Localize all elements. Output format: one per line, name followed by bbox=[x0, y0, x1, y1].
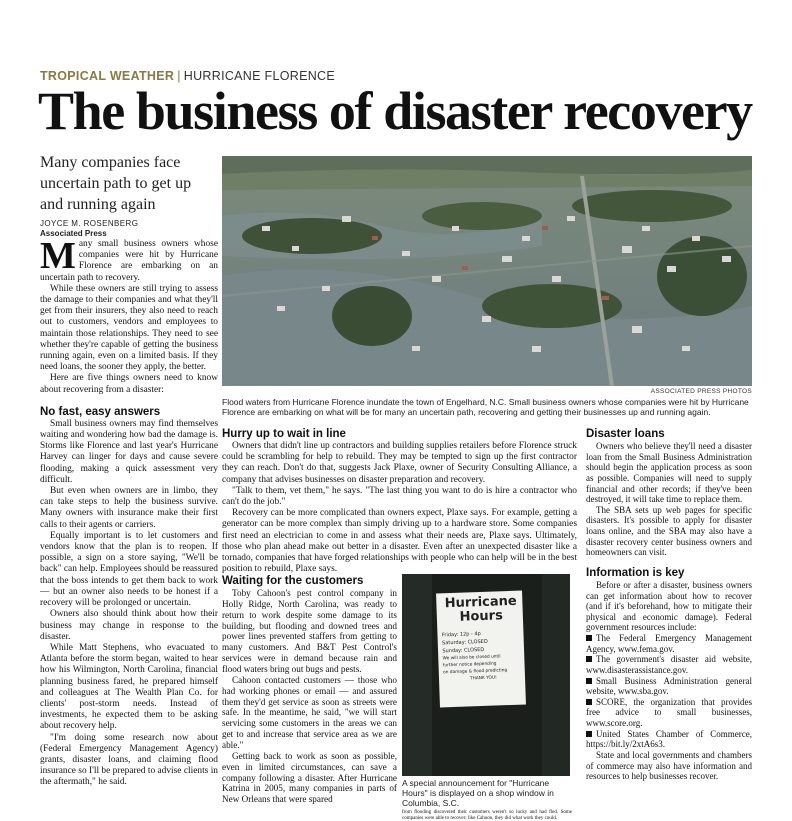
subhead-disaster-loans: Disaster loans bbox=[586, 428, 665, 440]
photo-credit: ASSOCIATED PRESS PHOTOS bbox=[650, 388, 752, 395]
paragraph: Cahoon contacted customers — those who had working phones or email — and assured them they'd get service as soon as streets were safe. In the meantime, he said, "we will start servicing some customers in the areas we can get to and increase that service area as we are able." bbox=[222, 674, 397, 751]
article-column-2 bbox=[222, 427, 577, 575]
paragraph: Here are five things owners need to know about recovering from a disaster: bbox=[40, 373, 218, 395]
sign-line: We will also be closed until bbox=[442, 654, 501, 662]
subhead-information-key: Information is key bbox=[586, 566, 685, 579]
paragraph: Getting back to work as soon as possible, even in limited circumstances, can save a company following a disaster. After Hurricane Katrina in 2005, many companies in parts of New Orleans that were spared bbox=[222, 750, 397, 805]
bullet-square-icon bbox=[586, 699, 592, 705]
subhead-hurry-up: Hurry up to wait in line bbox=[222, 428, 346, 440]
sign-photo-caption: A special announcement for "Hurricane Hours" is displayed on a shop window in Columbia, S.C. bbox=[402, 778, 554, 808]
paragraph: While Matt Stephens, who evacuated to Atlanta before the storm began, waited to hear how his Wilmington, North Carolina, financial planning business fared, he prepared himself and colleagues at The Wealth Plan Co. for clients' post-storm needs. Instead of investments, he expected them to be asking about recovery help. bbox=[40, 642, 218, 732]
paragraph: Equally important is to let customers and vendors know that the plan is to reopen. If possible, a sign on a store saying, "We'll be back" can help. Employees should be reassured that the boss intends to get them back to work — but an owner also needs to be honest if a recovery will be prolonged or uncertain. bbox=[40, 530, 218, 609]
main-photo-caption: Flood waters from Hurricane Florence inundate the town of Engelhard, N.C. Small business owners whose companies were hit by Hurricane Florence are embarking on what will be for many an uncertain path, recovering and getting their businesses up and running again. bbox=[222, 397, 749, 417]
lead-paragraph: Many small business owners whose companies were hit by Hurricane Florence are embarking on an uncertain path to recovery. bbox=[40, 235, 218, 283]
paragraph: Owners also should think about how their business may change in response to the disaster. bbox=[40, 609, 218, 642]
deck-subheadline: Many companies face uncertain path to get up and running again bbox=[40, 154, 192, 213]
drop-cap: M bbox=[40, 235, 76, 277]
sign-line: THANK YOU! bbox=[469, 675, 497, 682]
sign-title-1: Hurricane bbox=[444, 593, 517, 612]
resource-item: United States Chamber of Commerce, https://bit.ly/2xtA6s3. bbox=[586, 728, 752, 750]
aerial-flood-photo-icon bbox=[222, 156, 752, 386]
bullet-square-icon bbox=[586, 731, 592, 737]
paragraph: State and local governments and chambers of commerce may also have information and resources to help businesses recover. bbox=[586, 749, 752, 782]
article-column-4-continued: from flooding discovered their customers weren't so lucky and had fled. Some companies were able to recover; like Cahoon, they did what work they could. bbox=[402, 810, 572, 821]
hurricane-hours-photo bbox=[402, 574, 570, 776]
paragraph: "Talk to them, vet them," he says. "The last thing you want to do is hire a contractor who can't do the job." bbox=[222, 485, 577, 508]
paragraph: Owners who believe they'll need a disaster loan from the Small Business Administration should begin the application process as soon as possible. Companies will need to supply financial and other records; if they've been destroyed, it will take time to replace them. bbox=[586, 441, 752, 505]
sign-title-2: Hours bbox=[459, 608, 504, 625]
bullet-square-icon bbox=[586, 635, 592, 641]
kicker-section: TROPICAL WEATHER bbox=[40, 69, 175, 83]
subhead-no-fast-answers: No fast, easy answers bbox=[40, 405, 161, 418]
sign-line: on damage & flood predicting bbox=[443, 668, 508, 676]
sign-line: Saturday: CLOSED bbox=[442, 638, 488, 647]
article-column-3 bbox=[222, 574, 397, 805]
paragraph: The SBA sets up web pages for specific disasters. It's possible to apply for disaster loans online, and the SBA may also have a disaster recovery center business owners and homeowners can visit. bbox=[586, 504, 752, 558]
byline-org: Associated Press bbox=[40, 229, 107, 238]
article-column-1 bbox=[40, 235, 218, 789]
aerial-flood-photo bbox=[222, 156, 752, 386]
bullet-square-icon bbox=[586, 678, 592, 684]
headline: The business of disaster recovery bbox=[38, 81, 752, 141]
paragraph: Before or after a disaster, business owners can get information about how to recover (and if it's beforehand, how to mitigate their physical and economic damage). Federal government resources include: bbox=[586, 579, 752, 633]
article-column-5 bbox=[586, 427, 752, 782]
subhead-waiting-customers: Waiting for the customers bbox=[222, 575, 364, 587]
kicker-separator: | bbox=[177, 69, 181, 83]
sign-text bbox=[441, 595, 524, 684]
sign-line: further notice depending bbox=[442, 661, 497, 669]
paragraph: But even when owners are in limbo, they can take steps to help the business survive. Many owners with insurance make their first calls to their agents or carriers. bbox=[40, 486, 218, 530]
paragraph: Small business owners may find themselves waiting and wondering how bad the damage is. Storms like Florence and last year's Hurricane Harvey can linger for days and cause severe flooding, making a quick assessment very difficult. bbox=[40, 418, 218, 485]
bullet-square-icon bbox=[586, 656, 592, 662]
resource-item: The government's disaster aid website, www.disasterassistance.gov. bbox=[586, 654, 752, 675]
resource-item: SCORE, the organization that provides free advice to small businesses, www.score.org. bbox=[586, 696, 752, 728]
sign-line: Friday: 12p - 4p bbox=[441, 631, 481, 639]
sign-line: Sunday: CLOSED bbox=[442, 646, 485, 655]
paragraph: Owners that didn't line up contractors and building supplies retailers before Florence struck could be scrambling for help to rebuild. They may be tempted to sign up the first contractor they can reach. Don't do that, suggests Jack Plaxe, owner of Security Consulting Alliance, a company that advises businesses on disaster preparation and recovery. bbox=[222, 441, 577, 485]
resource-item: The Federal Emergency Management Agency, www.fema.gov. bbox=[586, 633, 752, 654]
paragraph: Recovery can be more complicated than owners expect, Plaxe says. For example, getting a generator can be more complex than simply driving up to a hardware store. Some companies first need an electrician to come in and assess what their needs are, Plaxe says. Ultimately, those who plan ahead make out better in a disaster. Even after an unexpected disaster like a tornado, companies that have forged relationships with people who can help will be in the best position to rebuild, Plaxe says. bbox=[222, 508, 577, 575]
kicker-topic: HURRICANE FLORENCE bbox=[183, 69, 336, 83]
byline-name: JOYCE M. ROSENBERG bbox=[40, 219, 139, 228]
paragraph: Toby Cahoon's pest control company in Holly Ridge, North Carolina, was ready to return to work despite some damage to its building, but flooding and downed trees and power lines prevented staffers from getting to many customers. And B&T Pest Control's services were in demand because rain and flood waters bring out bugs and pests. bbox=[222, 588, 397, 675]
paragraph: "I'm doing some research now about (Federal Emergency Management Agency) grants, disaster loans, and claiming flood insurance so I'll be prepared to advise clients in the aftermath," he said. bbox=[40, 732, 218, 788]
resource-item: Small Business Administration general website, www.sba.gov. bbox=[586, 675, 752, 697]
paragraph: While these owners are still trying to assess the damage to their companies and what they'll get from their insurers, they also need to reach out to customers, vendors and employees to maintain those relationships. They need to see whether they're capable of getting the business running again, even on a limited basis. If they need loans, the sooner they apply, the better. bbox=[40, 283, 218, 373]
